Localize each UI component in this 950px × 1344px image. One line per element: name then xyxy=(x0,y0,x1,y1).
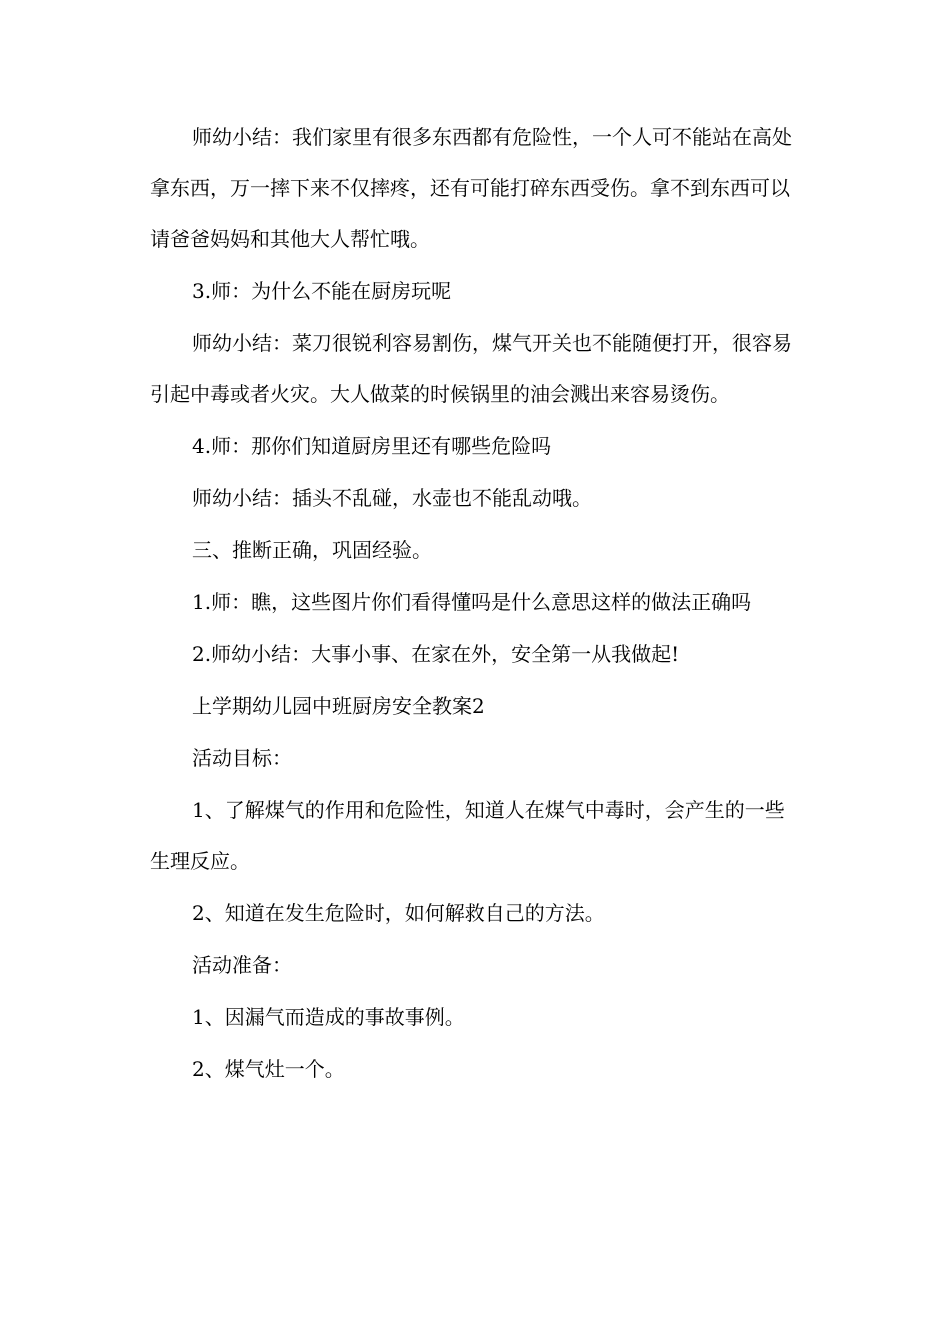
paragraph-question-3: 3.师：为什么不能在厨房玩呢 xyxy=(192,279,452,303)
paragraph-summary-2: 师幼小结：菜刀很锐利容易割伤，煤气开关也不能随便打开，很容易引起中毒或者火灾。大人做菜的时候锅里的油会溅出来容易烫伤。 xyxy=(150,331,792,406)
paragraph-summary-3: 师幼小结：插头不乱碰，水壶也不能乱动哦。 xyxy=(192,486,592,510)
section-heading-three: 三、推断正确，巩固经验。 xyxy=(192,538,432,562)
paragraph-question-pictures: 1.师：瞧，这些图片你们看得懂吗是什么意思这样的做法正确吗 xyxy=(192,590,752,614)
goal-item-1: 1、了解煤气的作用和危险性，知道人在煤气中毒时，会产生的一些生理反应。 xyxy=(150,798,785,873)
preparation-item-2: 2、煤气灶一个。 xyxy=(192,1057,345,1081)
lesson-title: 上学期幼儿园中班厨房安全教案2 xyxy=(192,694,485,718)
activity-preparation-heading: 活动准备： xyxy=(192,953,292,977)
preparation-item-1: 1、因漏气而造成的事故事例。 xyxy=(192,1005,465,1029)
paragraph-summary-1: 师幼小结：我们家里有很多东西都有危险性，一个人可不能站在高处拿东西，万一摔下来不仅摔疼，还有可能打碎东西受伤。拿不到东西可以请爸爸妈妈和其他大人帮忙哦。 xyxy=(150,125,792,251)
goal-item-2: 2、知道在发生危险时，如何解救自己的方法。 xyxy=(192,901,605,925)
paragraph-question-4: 4.师：那你们知道厨房里还有哪些危险吗 xyxy=(192,434,552,458)
document-body xyxy=(150,112,800,1096)
activity-goals-heading: 活动目标： xyxy=(192,746,292,770)
paragraph-summary-final: 2.师幼小结：大事小事、在家在外，安全第一从我做起! xyxy=(192,642,680,666)
